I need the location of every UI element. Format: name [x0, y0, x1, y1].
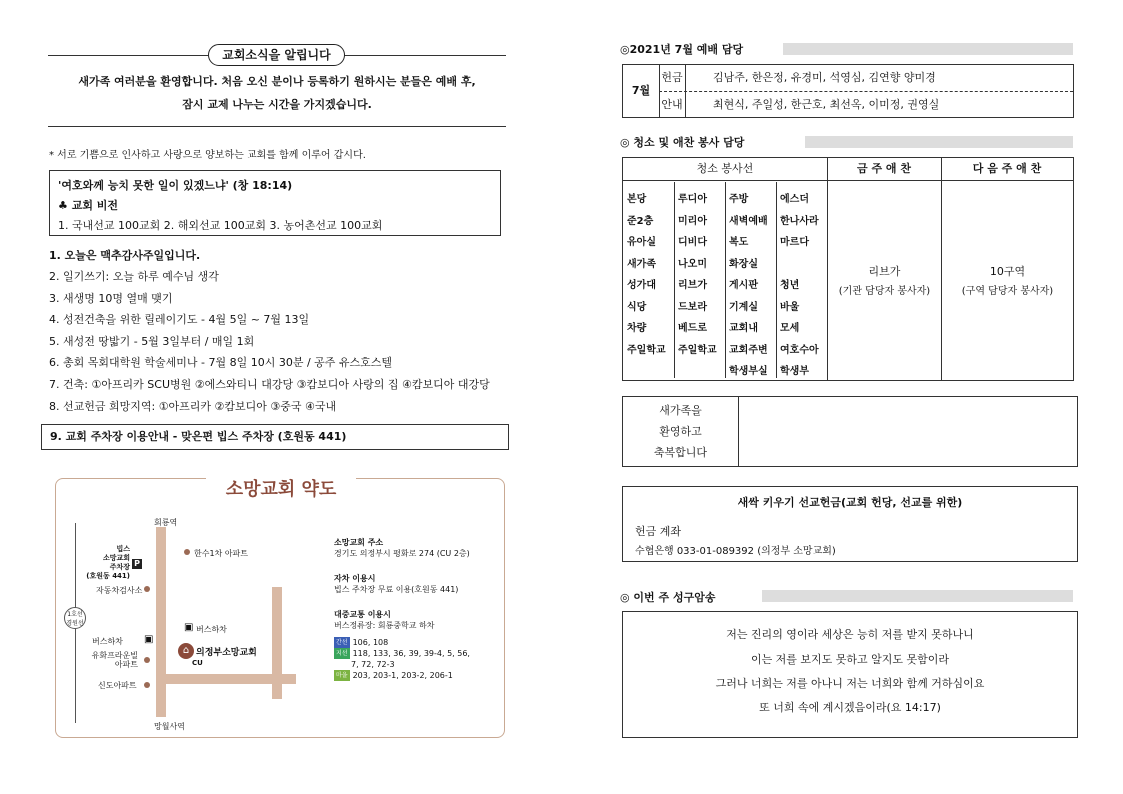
- new-family-3: 축복합니다: [653, 446, 708, 459]
- worship-title: ◎2021년 7월 예배 담당: [620, 43, 744, 56]
- yuhwa-apt: [88, 651, 138, 669]
- line-label-1: 1호선: [67, 611, 83, 618]
- cleaning-cell: 주방: [729, 194, 749, 205]
- cleaning-cell: 본당: [627, 194, 647, 205]
- bus3: 203, 203-1, 203-2, 206-1: [352, 671, 453, 680]
- yuhwa-2: 아파트: [114, 660, 138, 669]
- news-item-2: 2. 일기쓰기: 오늘 하루 예수님 생각: [49, 270, 219, 283]
- cleaning-cell: 준2층: [627, 215, 654, 227]
- new-family-box: [622, 396, 1078, 467]
- vips-label: [80, 545, 130, 581]
- col-next-week: 다 음 주 애 찬: [941, 158, 1073, 181]
- news-item-6: 6. 총회 목회대학원 학술세미나 - 7월 8일 10시 30분 / 공주 유스호스텔: [49, 356, 393, 369]
- cleaning-table: [622, 157, 1074, 381]
- cu-label: CU: [192, 659, 203, 667]
- cleaning-cell: 에스더: [780, 194, 809, 205]
- mission-account-label: 헌금 계좌: [635, 525, 682, 538]
- car-text: 빕스 주차장 무료 이용(호원동 441): [334, 585, 459, 594]
- welcome-line-2: 잠시 교제 나누는 시간을 가지겠습니다.: [182, 98, 372, 111]
- addr: 경기도 의정부시 평화로 274 (CU 2층): [334, 549, 470, 558]
- vips-4: (호원동 441): [86, 572, 130, 580]
- church-icon: ⌂: [178, 643, 194, 659]
- cleaning-cell: 식당: [627, 301, 647, 313]
- shindo-apt: 신도아파트: [98, 681, 137, 690]
- vision-title: ♣ 교회 비전: [58, 199, 119, 212]
- church-name: 의정부소망교회: [196, 648, 257, 658]
- cleaning-cell: 게시판: [729, 280, 758, 291]
- vision-quote: '여호와께 능치 못한 일이 있겠느냐' (창 18:14): [58, 179, 293, 192]
- bottom-station: 망월사역: [154, 722, 185, 731]
- map-title: 소망교회 약도: [206, 475, 356, 501]
- car-title: 자차 이용시: [334, 574, 376, 583]
- new-family-1: 새가족을: [659, 404, 702, 417]
- bus-icon-right: ▣: [184, 622, 194, 633]
- news-item-8: 8. 선교헌금 희망지역: ①아프리카 ②캄보디아 ③중국 ④국내: [49, 400, 337, 413]
- news-item-3: 3. 새생명 10명 열매 맺기: [49, 292, 173, 305]
- cleaning-cell: 학생부실: [729, 366, 768, 377]
- cleaning-cell: 주일학교: [678, 344, 717, 356]
- offering-names: 김남주, 한은정, 유경미, 석영심, 김연향 양미경: [713, 71, 936, 84]
- transit-title: 대중교통 이용시: [334, 610, 391, 619]
- cleaning-cell: 복도: [729, 237, 749, 248]
- new-family-2: 환영하고: [659, 425, 702, 438]
- this-week-name: 리브가: [868, 265, 901, 278]
- guide-label: 안내: [659, 92, 686, 117]
- cleaning-cell: 리브가: [678, 280, 707, 291]
- cleaning-cell: 성가대: [627, 280, 656, 291]
- verse-line-1: 저는 진리의 영이라 세상은 능히 저를 받지 못하나니: [726, 628, 974, 641]
- line-badge: [64, 607, 86, 629]
- cleaning-cell: 나오미: [678, 258, 707, 270]
- mission-title: 새싹 키우기 선교헌금(교회 헌당, 선교를 위한): [737, 496, 963, 509]
- next-week-note: (구역 담당자 봉사자): [961, 286, 1054, 297]
- vips-2: 소망교회: [102, 554, 130, 562]
- vision-items: 1. 국내선교 100교회 2. 해외선교 100교회 3. 농어촌선교 100교회: [58, 219, 383, 232]
- col-this-week: 금 주 애 찬: [827, 158, 942, 181]
- cleaning-cell: 화장실: [729, 258, 758, 270]
- parking-notice: [41, 424, 509, 450]
- cleaning-cell: 모세: [780, 323, 800, 334]
- addr-title: 소망교회 주소: [334, 538, 384, 547]
- motto: * 서로 기쁨으로 인사하고 사랑으로 양보하는 교회를 함께 이루어 갑시다.: [49, 150, 366, 161]
- car-center: 자동차검사소: [96, 586, 143, 595]
- yuhwa-1: 유화프라운빌: [91, 651, 138, 660]
- news-item-4: 4. 성전건축을 위한 릴레이기도 - 4월 5일 ~ 7월 13일: [49, 313, 310, 326]
- col-cleaning: 청소 봉사선: [623, 158, 828, 181]
- cleaning-cell: 주일학교: [627, 344, 666, 356]
- bus-stop-left: 버스하차: [92, 637, 123, 646]
- church-map: [55, 478, 505, 738]
- transit-text: 버스정류장: 회룡중학교 하차: [334, 621, 435, 630]
- bus2b: 7, 72, 72-3: [351, 660, 395, 669]
- cleaning-cell: 교회내: [729, 323, 758, 334]
- vips-1: 빕스: [116, 545, 130, 553]
- bus1: 106, 108: [352, 638, 389, 647]
- bus2: 118, 133, 36, 39, 39-4, 5, 56,: [352, 649, 470, 658]
- this-week-note: (기관 담당자 봉사자): [838, 286, 931, 297]
- cleaning-cell: 한나사라: [780, 215, 819, 227]
- line-label-2: 경원선: [66, 620, 84, 627]
- news-item-1: 1. 오늘은 맥추감사주일입니다.: [49, 249, 201, 262]
- bus-icon-left: ▣: [144, 634, 154, 645]
- next-week-name: 10구역: [989, 265, 1026, 278]
- hanshin-apt: 한수1차 아파트: [194, 549, 249, 558]
- cleaning-cell: 유아실: [627, 237, 656, 248]
- offering-label: 헌금: [659, 65, 686, 91]
- cleaning-cell: 교회주변: [729, 344, 768, 356]
- this-week-cell: [828, 262, 941, 302]
- bus-stop-right: 버스하차: [196, 625, 227, 634]
- news-title: 교회소식을 알립니다: [208, 44, 345, 66]
- cleaning-cell: 베드로: [678, 323, 707, 334]
- mission-account: 수협은행 033-01-089392 (의정부 소망교회): [635, 546, 836, 557]
- cleaning-cell: 미리아: [678, 215, 707, 227]
- cleaning-cell: 새가족: [627, 258, 656, 270]
- cleaning-grid: [623, 182, 827, 378]
- news-item-5: 5. 새성전 땅밟기 - 5월 3일부터 / 매일 1회: [49, 335, 255, 348]
- next-week-cell: [942, 262, 1073, 302]
- verse-line-3: 그러나 너희는 저를 아나니 저는 너희와 함께 거하심이요: [715, 677, 985, 690]
- guide-names: 최현식, 주일성, 한근호, 최선옥, 이미정, 권영실: [713, 98, 940, 111]
- cleaning-cell: 여호수아: [780, 344, 819, 356]
- bus3-tag: 마을: [336, 672, 348, 679]
- cleaning-cell: 새벽예배: [729, 215, 768, 227]
- vision-box: [49, 170, 501, 236]
- worship-table: [622, 64, 1074, 118]
- worship-month: 7월: [623, 65, 660, 117]
- new-family-text: [623, 397, 739, 466]
- bus2-tag: 지선: [336, 650, 348, 657]
- map-info: [334, 537, 470, 681]
- cleaning-cell: 청년: [780, 280, 800, 291]
- mission-box: [622, 486, 1078, 562]
- cleaning-cell: 드보라: [678, 301, 707, 313]
- top-station: 회룡역: [154, 518, 178, 527]
- parking-icon: P: [132, 559, 142, 569]
- news-item-7: 7. 건축: ①아프리카 SCU병원 ②에스와티니 대강당 ③캄보디아 사랑의 집 ④캄보디아 대강당: [49, 378, 490, 391]
- welcome-line-1: 새가족 여러분을 환영합니다. 처음 오신 분이나 등록하기 원하시는 분들은 예배 후,: [78, 75, 476, 88]
- vips-3: 주차장: [109, 563, 130, 571]
- cleaning-cell: 바울: [780, 301, 800, 313]
- bus1-tag: 간선: [336, 639, 348, 646]
- cleaning-cell: 차량: [627, 323, 647, 334]
- verse-title: ◎ 이번 주 성구암송: [620, 591, 716, 604]
- verse-box: [622, 611, 1078, 738]
- parking-text: 9. 교회 주차장 이용안내 - 맞은편 빕스 주차장 (호원동 441): [50, 430, 347, 443]
- cleaning-cell: 학생부: [780, 366, 809, 377]
- verse-line-2: 이는 저를 보지도 못하고 알지도 못함이라: [750, 653, 950, 666]
- cleaning-cell: 루디아: [678, 194, 707, 205]
- verse-line-4: 또 너희 속에 계시겠음이라(요 14:17): [759, 701, 941, 714]
- cleaning-cell: 디비다: [678, 237, 707, 248]
- cleaning-cell: 마르다: [780, 237, 809, 248]
- cleaning-cell: 기계실: [729, 301, 758, 313]
- cleaning-title: ◎ 청소 및 애찬 봉사 담당: [620, 136, 745, 149]
